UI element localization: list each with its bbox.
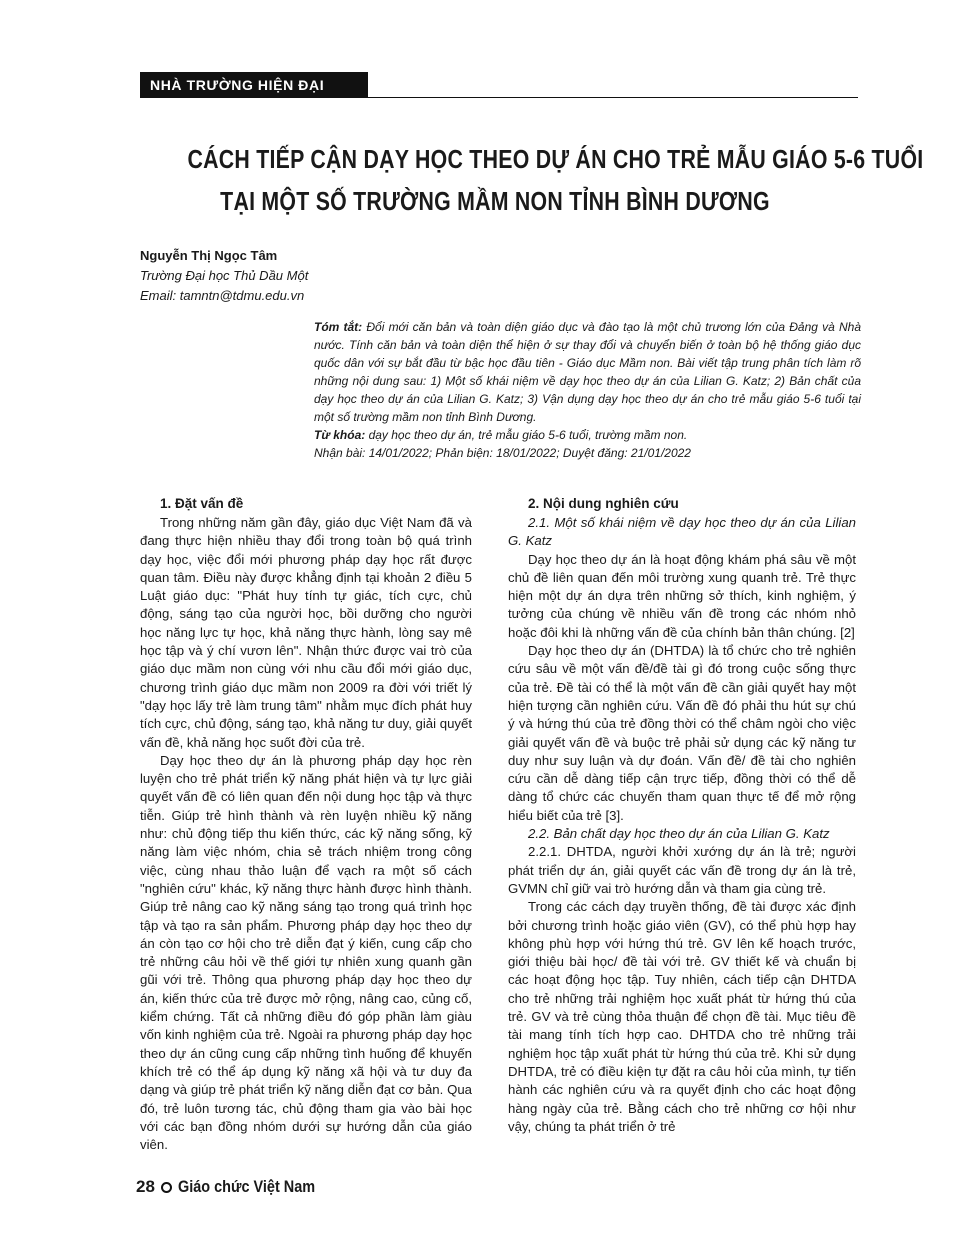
keywords-line — [314, 426, 861, 444]
author-block — [140, 246, 308, 306]
paragraph: Dạy học theo dự án (DHTDA) là tổ chức cho trẻ nghiên cứu sâu về một vấn đề/đề tài gì đó trong cuộc sống thực của trẻ. Đề tài có thể là một vấn đề cần giải quyết hay một hiện tượng cần nghiên cứu. Vấn đề đó phải thu hút sự chú ý và hứng thú của trẻ đồng thời có thể châm ngòi cho việc giải quyết vấn đề và buộc trẻ phải sử dụng các kỹ năng tư duy như suy luận và dự đoán. Vấn đề/ đề tài cho nghiên cứu cần dễ dàng tiếp cận trực tiếp, đồng thời có thể dễ dàng tổ chức các chuyến tham quan thực tế để mở rộng hiểu biết của trẻ [3]. — [508, 643, 856, 823]
keywords-label: Từ khóa: — [314, 428, 366, 442]
subheading-2-2: 2.2. Bản chất dạy học theo dự án của Lilian G. Katz — [528, 826, 830, 842]
section-heading-1: 1. Đặt vấn đề — [160, 496, 244, 511]
abstract-label: Tóm tắt: — [314, 320, 363, 334]
paragraph: Dạy học theo dự án là hoạt động khám phá sâu về một chủ đề liên quan đến môi trường xung quanh trẻ. Trẻ thực hiện một dự án dựa trên những sở thích, kinh nghiệm, ý tưởng của chúng về nhiều vấn đề trong các nhóm nhỏ hoặc đôi khi là những vấn đề của chính bản thân chúng. [2] — [508, 551, 856, 640]
page-number: 28 — [136, 1177, 155, 1196]
left-column — [140, 494, 472, 1154]
paragraph: Trong các cách dạy truyền thống, đề tài được xác định bởi chương trình hoặc giáo viên (GV), có thể phù hợp hay không phù hợp với hứng thú trẻ. GV lên kế hoạch trước, giới thiệu bài học/ đề tài với trẻ. GV thiết kế và chuẩn bị các hoạt động học tập. Tuy nhiên, cách tiếp cận DHTDA cho trẻ những trải nghiệm học xuất phát từ hứng thú của trẻ. GV và trẻ cùng thỏa thuận để chọn đề tài. Mục tiêu đề tài mang tính tích hợp cao. DHTDA cho trẻ những trải nghiệm học tập xuất phát từ hứng thú của trẻ. Khi sử dụng DHTDA, trẻ có điều kiện tự đặt ra câu hỏi của mình, tự tiến hành các nghiên cứu và ra quyết định cho các hoạt động hàng ngày của trẻ. Bằng cách cho trẻ những cơ hội như vậy, chúng ta phát triển ở trẻ — [508, 899, 856, 1134]
author-name: Nguyễn Thị Ngọc Tâm — [140, 248, 278, 263]
dates-line: Nhận bài: 14/01/2022; Phản biện: 18/01/2022; Duyệt đăng: 21/01/2022 — [314, 446, 691, 460]
author-email: Email: tamntn@tdmu.edu.vn — [140, 288, 305, 303]
article-title — [187, 138, 924, 222]
abstract-body: Đổi mới căn bản và toàn diện giáo dục và đào tạo là một chủ trương lớn của Đảng và Nhà nước. Tính căn bản và toàn diện thể hiện ở sự thay đổi và chuyển biến ở toàn bộ hệ thống giáo dục quốc dân với sự bắt đầu từ bậc học đầu tiên - Giáo dục Mầm non. Bài viết tập trung phân tích làm rõ những nội dung sau: 1) Một số khái niệm về dạy học theo dự án của Lilian G. Katz; 2) Bản chất của dạy học theo dự án của Lilian G. Katz; 3) Vận dụng dạy học theo dự án cho trẻ mẫu giáo 5-6 tuổi tại một số trường mầm non tỉnh Bình Dương. — [314, 320, 861, 424]
keywords: dạy học theo dự án, trẻ mẫu giáo 5-6 tuổi, trường mầm non. — [368, 428, 688, 442]
abstract-text — [314, 318, 861, 426]
header-rule — [368, 97, 858, 98]
title-line-1: CÁCH TIẾP CẬN DẠY HỌC THEO DỰ ÁN CHO TRẺ MẪU GIÁO 5-6 TUỔI — [187, 144, 924, 174]
magazine-name: Giáo chức Việt Nam — [177, 1177, 316, 1196]
paragraph: 2.2.1. DHTDA, người khởi xướng dự án là trẻ; người phát triển dự án, giải quyết các vấn đề trong dự án là trẻ, GVMN chỉ giữ vai trò hướng dẫn và tham gia cùng trẻ. — [508, 844, 856, 896]
bullet-circle-icon — [161, 1182, 172, 1193]
paragraph: Dạy học theo dự án là phương pháp dạy học rèn luyện cho trẻ phát triển kỹ năng phát hiện và tự lực giải quyết vấn đề có liên quan đến nội dung học tập và thực tiễn. Giúp trẻ hình thành và rèn luyện nhiều kỹ năng như: chủ động tiếp thu kiến thức, các kỹ năng sống, kỹ năng làm việc nhóm, chia sẻ trách nhiệm trong công việc, cùng nhau thảo luận để vạch ra một số cách "nghiên cứu" khác, kỹ năng thực hành được hình thành. Giúp trẻ nâng cao kỹ năng sáng tạo trong quá trình học tập và tạo ra sản phẩm. Phương pháp dạy học theo dự án còn tạo cơ hội cho trẻ diễn đạt ý kiến, cung cấp cho trẻ những câu hỏi về thế giới tự nhiên xung quanh gần gũi với trẻ. Thông qua phương pháp dạy học theo dự án, kiến thức của trẻ được mở rộng, nâng cao, củng cố, kiểm chứng. Tất cả những điều đó góp phần làm giàu vốn kinh nghiệm của trẻ. Ngoài ra phương pháp dạy học theo dự án cũng cung cấp những tình huống để khuyến khích trẻ có thể áp dụng kỹ năng xã hội và tư duy đa dạng và giúp trẻ phát triển kỹ năng diễn đạt cơ bản. Qua đó, trẻ luôn tương tác, chủ động tham gia vào bài học với các bạn đồng nhóm dưới sự hướng dẫn của giáo viên. — [140, 752, 472, 1153]
title-line-2: TẠI MỘT SỐ TRƯỜNG MẦM NON TỈNH BÌNH DƯƠNG — [220, 186, 770, 216]
right-column — [508, 494, 856, 1136]
page-footer — [136, 1176, 339, 1198]
section-tag: NHÀ TRƯỜNG HIỆN ĐẠI — [140, 72, 368, 98]
abstract-block — [314, 318, 861, 462]
subheading-2-1: 2.1. Một số khái niệm về dạy học theo dự án của Lilian G. Katz — [508, 515, 856, 549]
author-affiliation: Trường Đại học Thủ Dầu Một — [140, 268, 309, 283]
paragraph: Trong những năm gần đây, giáo dục Việt Nam đã và đang thực hiện nhiều thay đổi trong toàn bộ quá trình dạy học, việc đổi mới phương pháp dạy học rất được quan tâm. Điều này được khẳng định tại khoản 2 điều 5 Luật giáo dục: "Phát huy tính tự giác, tích cực, chủ động, sáng tạo của người học, bồi dưỡng cho người học năng lực tự học, khả năng thực hành, lòng say mê học tập và ý chí vươn lên". Nhận thức được vai trò của giáo dục mầm non cùng với nhu cầu đổi mới giáo dục, chương trình giáo dục mầm non 2009 ra đời với triết lý "dạy học lấy trẻ làm trung tâm" nhằm mục đích phát huy tích cực, chủ động, sáng tạo, khả năng tư duy, giải quyết vấn đề, khả năng học suốt đời của trẻ. — [140, 515, 472, 750]
section-heading-2: 2. Nội dung nghiên cứu — [528, 496, 679, 511]
